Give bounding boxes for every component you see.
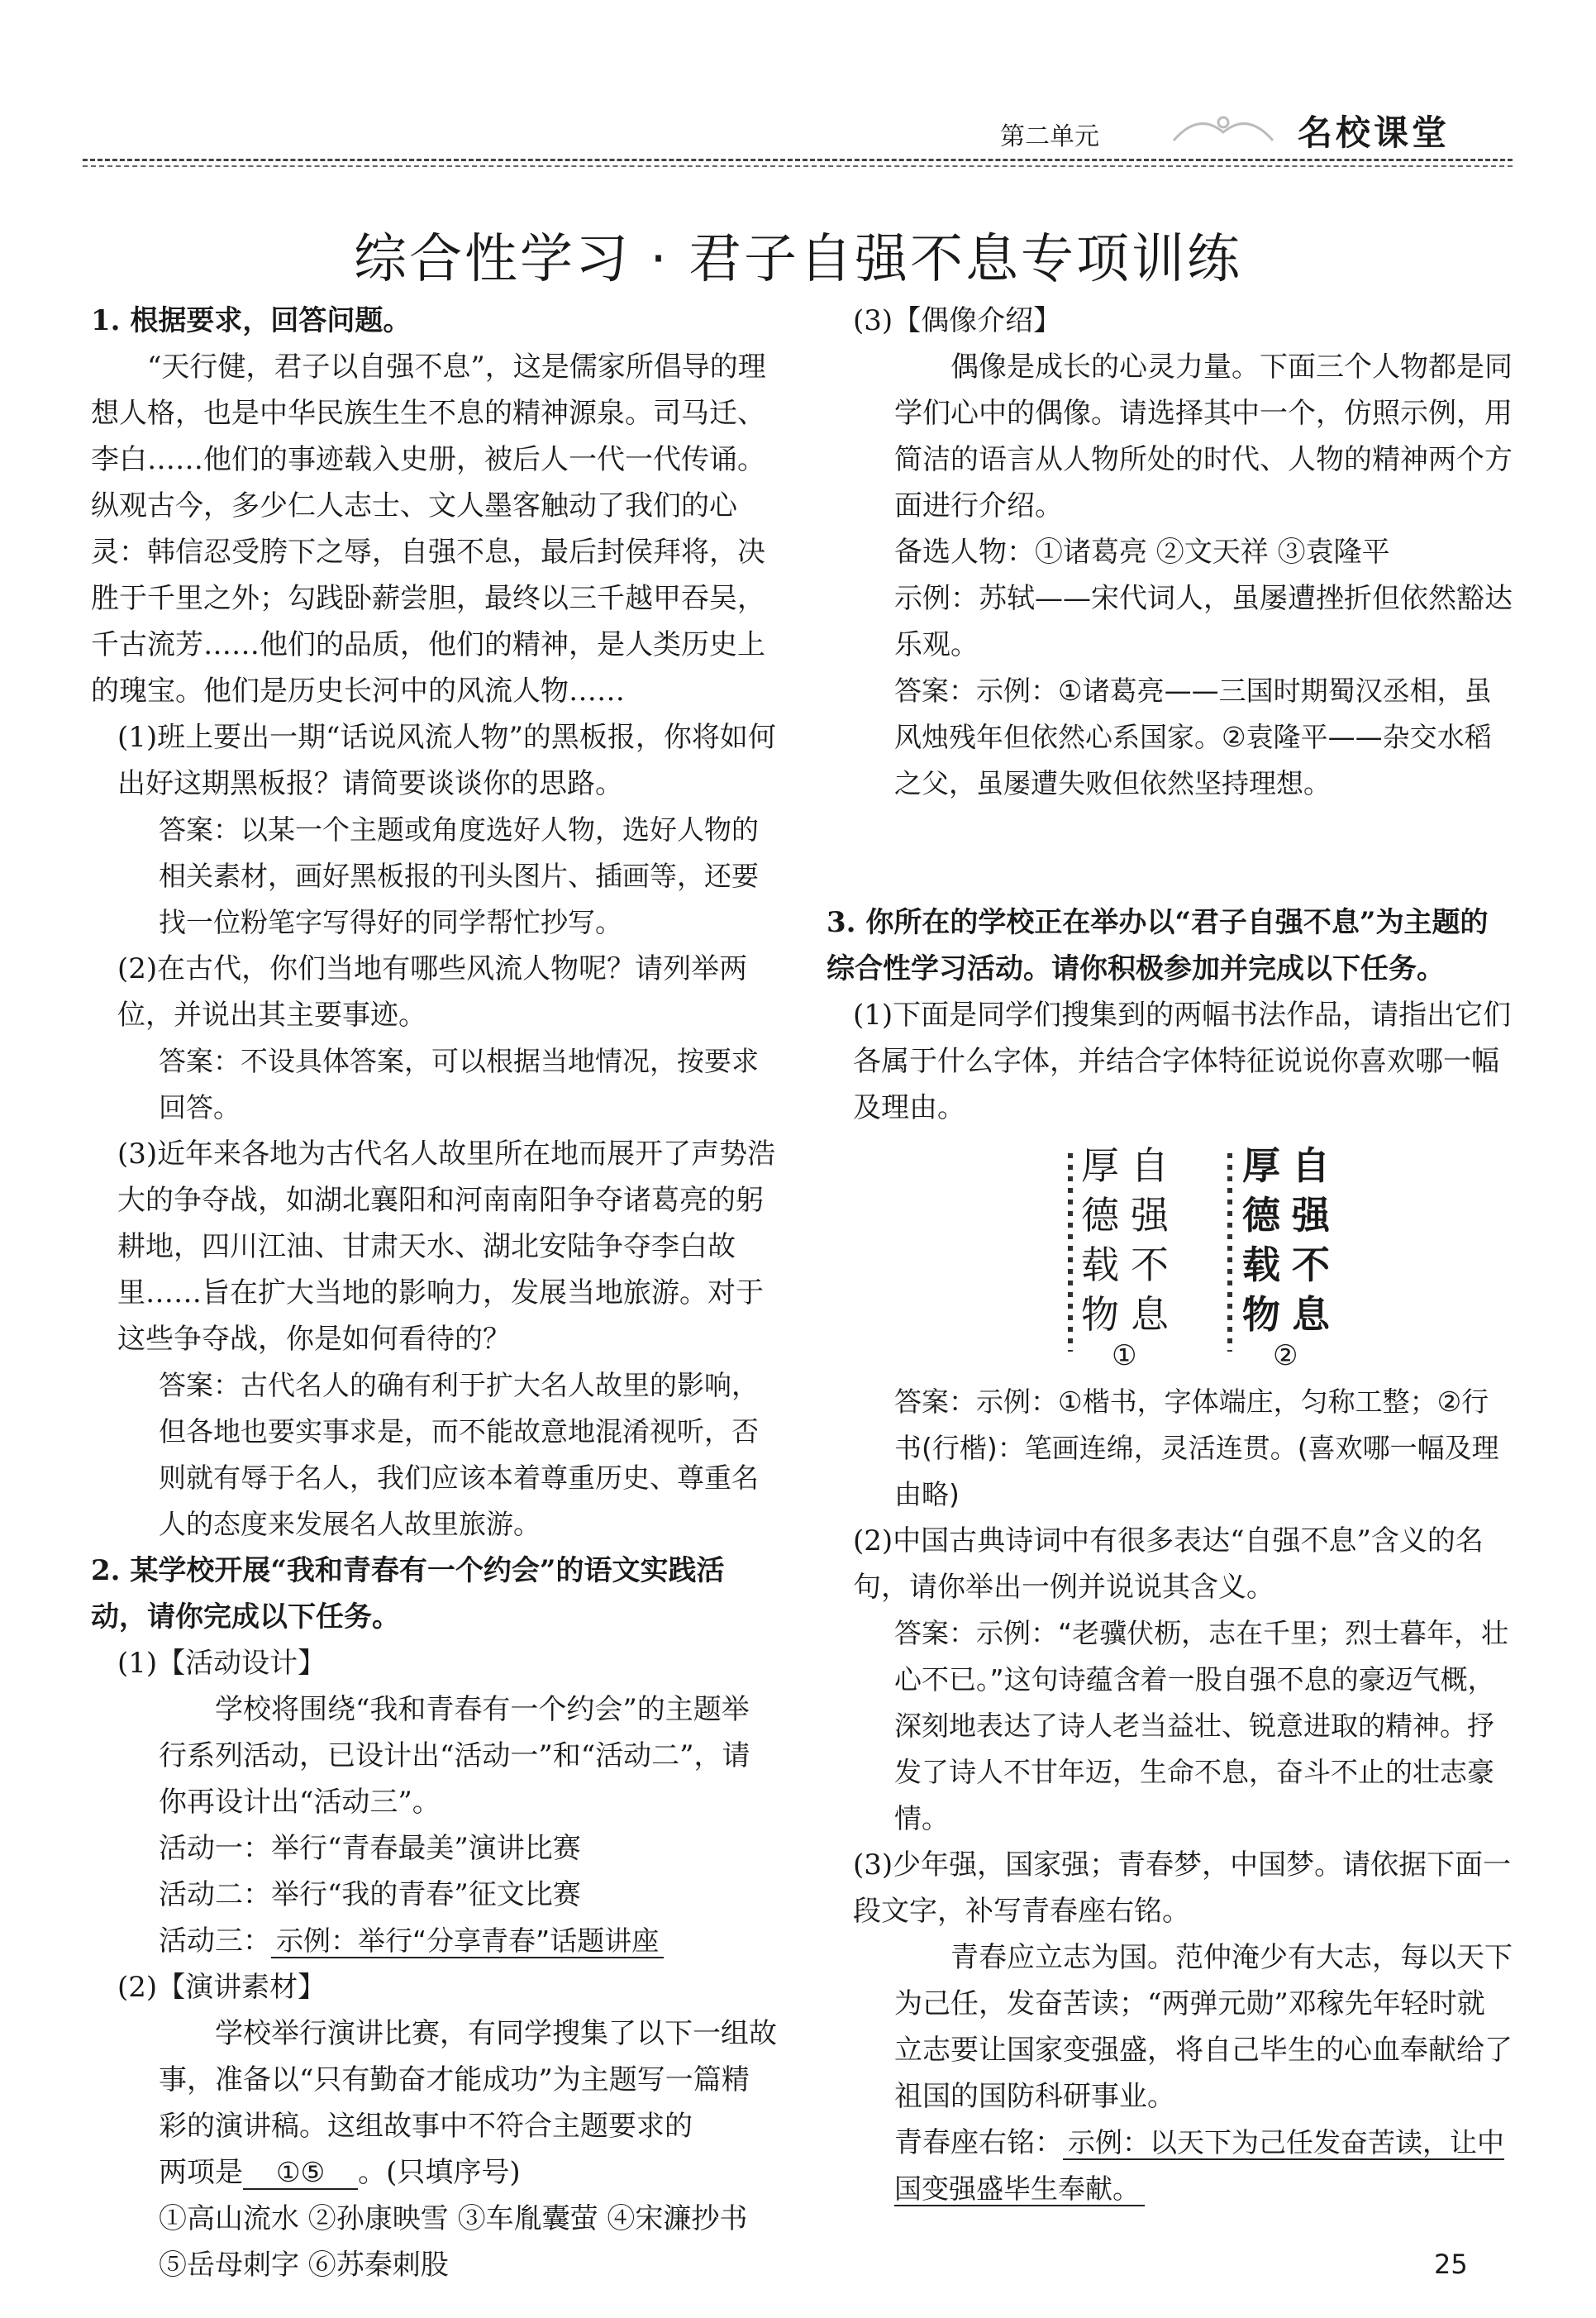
- question-1-answer-2: 答案：不设具体答案，可以根据当地情况，按要求回答。: [159, 1045, 759, 1123]
- question-3-sub-3: (3)少年强，国家强；青春梦，中国梦。请依据下面一段文字，补写青春座右铭。: [853, 1848, 1512, 1928]
- calligraphy-2-col-b: 自强不息: [1292, 1143, 1330, 1337]
- brand-logo: 名校课堂: [1298, 112, 1451, 153]
- question-1-heading: 1. 根据要求，回答问题。: [91, 304, 412, 337]
- seal-mark-2: [1227, 1153, 1232, 1352]
- blank-suffix: 。(只填序号): [358, 2156, 521, 2189]
- question-3-sub-2: (2)中国古典诗词中有很多表达“自强不息”含义的名句，请你举出一例并说说其含义。: [853, 1524, 1484, 1604]
- motto-label: 青春座右铭：: [894, 2126, 1063, 2159]
- activity-3: [91, 1918, 777, 1964]
- question-2-sub-2: (2)【演讲素材】: [117, 1971, 326, 2004]
- blank-prefix: 两项是: [159, 2156, 243, 2189]
- question-2-sub-3: (3)【偶像介绍】: [853, 304, 1062, 337]
- example-text: 示例：苏轼——宋代词人，虽屡遭挫折但依然豁达乐观。: [894, 582, 1513, 661]
- calligraphy-1-label: ①: [1112, 1339, 1137, 1372]
- question-1-sub-3: (3)近年来各地为古代名人故里所在地而展开了声势浩大的争夺战，如湖北襄阳和河南南阳争夺诸葛亮的躬耕地，四川江油、甘肃天水、湖北安陆争夺李白故里……旨在扩大当地的影响力，发展当地旅游。对于这些争夺战，你是如何看待的？: [117, 1138, 776, 1356]
- question-2-passage-2: 学校举行演讲比赛，有同学搜集了以下一组故事，准备以“只有勤奋才能成功”为主题写一篇精彩的演讲稿。这组故事中不符合主题要求的: [159, 2017, 777, 2143]
- question-2-blank-line: [91, 2149, 777, 2196]
- spacer: [827, 807, 1513, 899]
- blank-answer: ①⑤: [243, 2156, 358, 2190]
- question-3-passage-3: 青春应立志为国。范仲淹少有大志，每以天下为己任，发奋苦读；“两弹元勋”邓稼先年轻时就立志要让国家变强盛，将自己毕生的心血奉献给了祖国的国防科研事业。: [894, 1941, 1513, 2113]
- page-number: 25: [1434, 2249, 1468, 2280]
- calligraphy-2-col-a: 厚德载物: [1242, 1143, 1280, 1337]
- activity-3-answer: 示例：举行“分享青春”话题讲座: [271, 1925, 664, 1958]
- activity-3-label: 活动三：: [159, 1925, 271, 1958]
- header-divider: [83, 159, 1513, 161]
- question-2-options: ①高山流水 ②孙康映雪 ③车胤囊萤 ④宋濂抄书 ⑤岳母刺字 ⑥苏秦刺股: [159, 2202, 748, 2282]
- question-2-passage-1: 学校将围绕“我和青春有一个约会”的主题举行系列活动，已设计出“活动一”和“活动二”，请你再设计出“活动三”。: [159, 1693, 750, 1819]
- unit-label: 第二单元: [1000, 122, 1099, 151]
- calligraphy-1-col-b: 自强不息: [1131, 1143, 1169, 1337]
- seal-mark-1: [1068, 1153, 1073, 1352]
- header-divider-2: [83, 165, 1513, 167]
- question-2-heading: 2. 某学校开展“我和青春有一个约会”的语文实践活动，请你完成以下任务。: [91, 1554, 725, 1634]
- question-3-heading: 3. 你所在的学校正在举办以“君子自强不息”为主题的综合性学习活动。请你积极参加并完成以下任务。: [827, 906, 1489, 985]
- activity-1: 活动一：举行“青春最美”演讲比赛: [159, 1832, 581, 1865]
- calligraphy-2-label: ②: [1273, 1339, 1298, 1372]
- question-3-answer-1: 答案：示例：①楷书，字体端庄，匀称工整；②行书(行楷)：笔画连绵，灵活连贯。(喜欢哪一幅及理由略): [894, 1386, 1499, 1510]
- question-2-sub-1: (1)【活动设计】: [117, 1647, 326, 1680]
- activity-2: 活动二：举行“我的青春”征文比赛: [159, 1878, 581, 1911]
- calligraphy-1-col-a: 厚德载物: [1081, 1143, 1119, 1337]
- question-2-passage-3: 偶像是成长的心灵力量。下面三个人物都是同学们心中的偶像。请选择其中一个，仿照示例，用简洁的语言从人物所处的时代、人物的精神两个方面进行介绍。: [894, 351, 1513, 522]
- question-3-sub-1: (1)下面是同学们搜集到的两幅书法作品，请指出它们各属于什么字体，并结合字体特征说说你喜欢哪一幅及理由。: [853, 999, 1512, 1124]
- question-1-sub-2: (2)在古代，你们当地有哪些风流人物呢？请列举两位，并说出其主要事迹。: [117, 952, 748, 1032]
- candidate-people: 备选人物：①诸葛亮 ②文天祥 ③袁隆平: [894, 536, 1390, 569]
- question-1-answer-1: 答案：以某一个主题或角度选好人物，选好人物的相关素材，画好黑板报的刊头图片、插画等，还要找一位粉笔字写得好的同学帮忙抄写。: [159, 813, 759, 938]
- left-column: [91, 298, 777, 2288]
- question-1-answer-3: 答案：古代名人的确有利于扩大名人故里的影响，但各地也要实事求是，而不能故意地混淆视听，否则就有辱于名人，我们应该本着尊重历史、尊重名人的态度来发展名人故里旅游。: [159, 1369, 759, 1540]
- question-3-answer-2: 答案：示例：“老骥伏枥，志在千里；烈士暮年，壮心不已。”这句诗蕴含着一股自强不息的豪迈气概，深刻地表达了诗人老当益壮、锐意进取的精神。抒发了诗人不甘年迈，生命不息，奋斗不止的壮志豪情。: [894, 1617, 1509, 1834]
- motto-line: [827, 2120, 1513, 2212]
- question-2-answer-3: 答案：示例：①诸葛亮——三国时期蜀汉丞相，虽风烛残年但依然心系国家。②袁隆平——杂交水稻之父，虽屡遭失败但依然坚持理想。: [894, 675, 1492, 799]
- question-1-passage: “天行健，君子以自强不息”，这是儒家所倡导的理想人格，也是中华民族生生不息的精神源泉。司马迁、李白……他们的事迹载入史册，被后人一代一代传诵。纵观古今，多少仁人志士、文人墨客触动了我们的心灵：韩信忍受胯下之辱，自强不息，最后封侯拜将，决胜于千里之外；勾践卧薪尝胆，最终以三千越甲吞吴，千古流芳……他们的品质，他们的精神，是人类历史上的瑰宝。他们是历史长河中的风流人物……: [91, 351, 766, 708]
- page-title: 综合性学习 · 君子自强不息专项训练: [353, 229, 1243, 290]
- question-1-sub-1: (1)班上要出一期“话说风流人物”的黑板报，你将如何出好这期黑板报？请简要谈谈你的思路。: [117, 721, 776, 800]
- motto-answer: 示例：以天下为己任发奋苦读，让中国变强盛毕生奉献。: [894, 2126, 1504, 2205]
- ornament-icon: [1165, 107, 1281, 149]
